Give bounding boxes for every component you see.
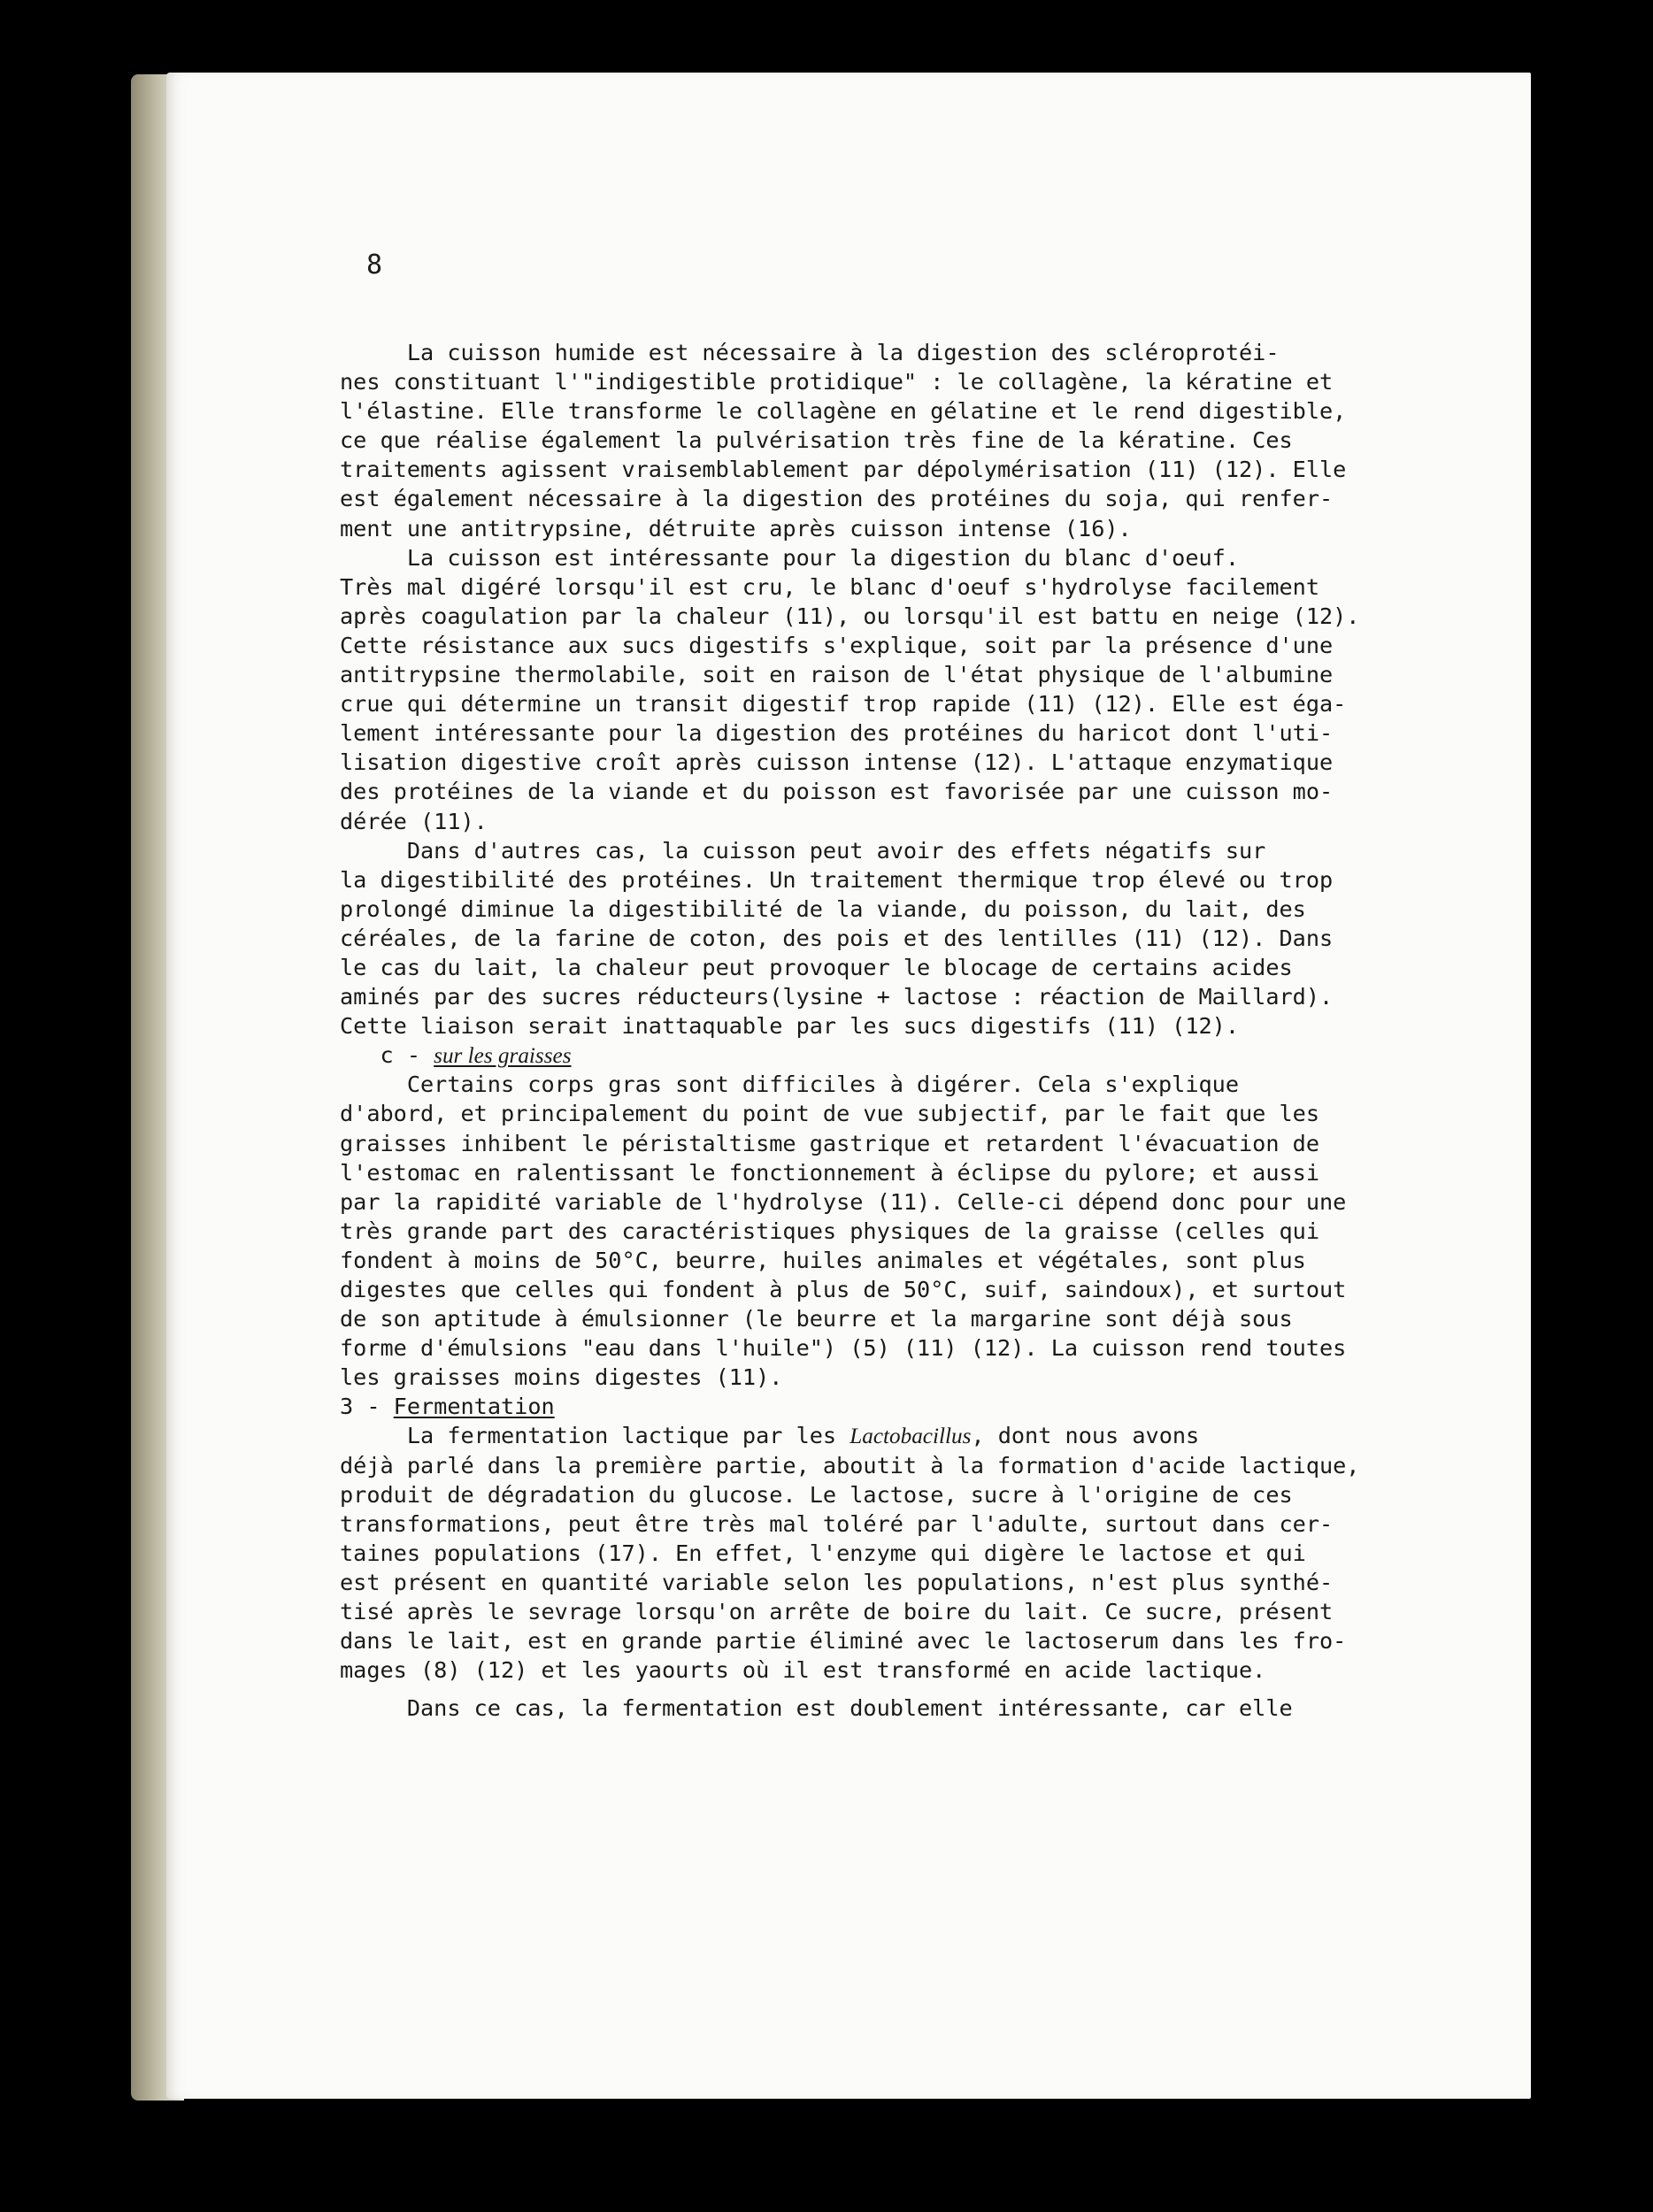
spacer <box>340 1685 1490 1694</box>
text-line: nes constituant l'"indigestible protidique" : le collagène, la kératine et <box>340 369 1334 396</box>
text-line: produit de dégradation du glucose. Le lactose, sucre à l'origine de ces <box>340 1481 1293 1508</box>
text-line: Dans ce cas, la fermentation est doublement intéressante, car elle <box>340 1695 1293 1722</box>
text-line: Cette liaison serait inattaquable par les sucs digestifs (11) (12). <box>340 1013 1239 1040</box>
page-number: 8 <box>366 250 383 280</box>
paragraph-fermentation <box>340 1451 1490 1686</box>
text-line: céréales, de la farine de coton, des pois et des lentilles (11) (12). Dans <box>340 925 1334 951</box>
text-line: fondent à moins de 50°C, beurre, huiles animales et végétales, sont plus <box>340 1247 1306 1273</box>
text-line: de son aptitude à émulsionner (le beurre et la margarine sont déjà sous <box>340 1306 1293 1333</box>
paragraph-effets-negatifs <box>340 836 1490 1041</box>
text-line: d'abord, et principalement du point de vue subjectif, par le fait que les <box>340 1101 1319 1127</box>
text-line: graisses inhibent le péristaltisme gastrique et retardent l'évacuation de <box>340 1130 1319 1156</box>
heading-prefix: 3 - <box>340 1394 394 1420</box>
heading-title: Fermentation <box>393 1394 555 1420</box>
body-text <box>340 338 1490 1723</box>
text-line: mages (8) (12) et les yaourts où il est transformé en acide lactique. <box>340 1657 1266 1684</box>
text-line: crue qui détermine un transit digestif trop rapide (11) (12). Elle est éga- <box>340 691 1347 718</box>
text-line: Très mal digéré lorsqu'il est cru, le blanc d'oeuf s'hydrolyse facilement <box>340 573 1319 600</box>
text-line: est également nécessaire à la digestion des protéines du soja, qui renfer- <box>340 486 1334 512</box>
text-line: Certains corps gras sont difficiles à digérer. Cela s'explique <box>340 1071 1239 1098</box>
text-line: La cuisson humide est nécessaire à la digestion des scléroprotéi- <box>340 340 1280 365</box>
text-line: Dans d'autres cas, la cuisson peut avoir des effets négatifs sur <box>340 837 1266 864</box>
section-heading-fermentation <box>340 1392 1490 1421</box>
text-line: tisé après le sevrage lorsqu'on arrête de boire du lait. Ce sucre, présent <box>340 1599 1334 1625</box>
text-line: l'élastine. Elle transforme le collagène en gélatine et le rend digestible, <box>340 398 1347 425</box>
text-line: très grande part des caractéristiques physiques de la graisse (celles qui <box>340 1217 1319 1244</box>
text-line: transformations, peut être très mal toléré par l'adulte, surtout dans cer- <box>340 1510 1334 1537</box>
text-line: après coagulation par la chaleur (11), ou lorsqu'il est battu en neige (12). <box>340 603 1360 629</box>
text-line: les graisses moins digestes (11). <box>340 1364 783 1391</box>
document-page <box>166 73 1531 2099</box>
text-run: , dont nous avons <box>971 1423 1200 1449</box>
paragraph-cuisson-humide <box>340 338 1490 543</box>
text-line: traitements agissent vraisemblablement par dépolymérisation (11) (12). Elle <box>340 457 1347 483</box>
text-line: taines populations (17). En effet, l'enzyme qui digère le lactose et qui <box>340 1540 1306 1566</box>
text-line: la digestibilité des protéines. Un traitement thermique trop élevé ou trop <box>340 866 1334 893</box>
section-heading-graisses <box>340 1041 1490 1070</box>
paragraph-blanc-oeuf <box>340 543 1490 836</box>
text-line: antitrypsine thermolabile, soit en raison de l'état physique de l'albumine <box>340 662 1334 688</box>
paragraph-double-interet <box>340 1694 1490 1723</box>
text-line: aminés par des sucres réducteurs(lysine + lactose : réaction de Maillard). <box>340 984 1334 1010</box>
text-line: des protéines de la viande et du poisson est favorisée par une cuisson mo- <box>340 779 1334 805</box>
text-line: dans le lait, est en grande partie éliminé avec le lactoserum dans les fro- <box>340 1628 1347 1655</box>
text-line: ment une antitrypsine, détruite après cuisson intense (16). <box>340 515 1132 541</box>
text-line: ce que réalise également la pulvérisation très fine de la kératine. Ces <box>340 427 1293 454</box>
italic-term: Lactobacillus <box>850 1425 972 1449</box>
text-line: est présent en quantité variable selon les populations, n'est plus synthé- <box>340 1569 1334 1595</box>
text-line: l'estomac en ralentissant le fonctionnement à éclipse du pylore; et aussi <box>340 1159 1319 1186</box>
text-line: forme d'émulsions "eau dans l'huile") (5) (11) (12). La cuisson rend toutes <box>340 1335 1347 1362</box>
text-line: La cuisson est intéressante pour la digestion du blanc d'oeuf. <box>340 544 1239 571</box>
text-line: par la rapidité variable de l'hydrolyse (11). Celle-ci dépend donc pour une <box>340 1188 1347 1215</box>
heading-title: sur les graisses <box>434 1044 572 1069</box>
text-run: La fermentation lactique par les <box>340 1423 850 1449</box>
text-line: digestes que celles qui fondent à plus de 50°C, suif, saindoux), et surtout <box>340 1277 1347 1302</box>
text-line: le cas du lait, la chaleur peut provoquer le blocage de certains acides <box>340 954 1293 980</box>
text-line: déjà parlé dans la première partie, aboutit à la formation d'acide lactique, <box>340 1452 1360 1479</box>
text-line: lement intéressante pour la digestion des protéines du haricot dont l'uti- <box>340 720 1334 747</box>
paragraph-fermentation-first-line <box>340 1421 1490 1450</box>
paragraph-corps-gras <box>340 1070 1490 1392</box>
text-line: prolongé diminue la digestibilité de la viande, du poisson, du lait, des <box>340 895 1306 922</box>
heading-prefix: c - <box>340 1042 434 1069</box>
text-line: Cette résistance aux sucs digestifs s'explique, soit par la présence d'une <box>340 632 1334 658</box>
text-line: lisation digestive croît après cuisson intense (12). L'attaque enzymatique <box>340 749 1334 776</box>
text-line: dérée (11). <box>340 808 488 834</box>
